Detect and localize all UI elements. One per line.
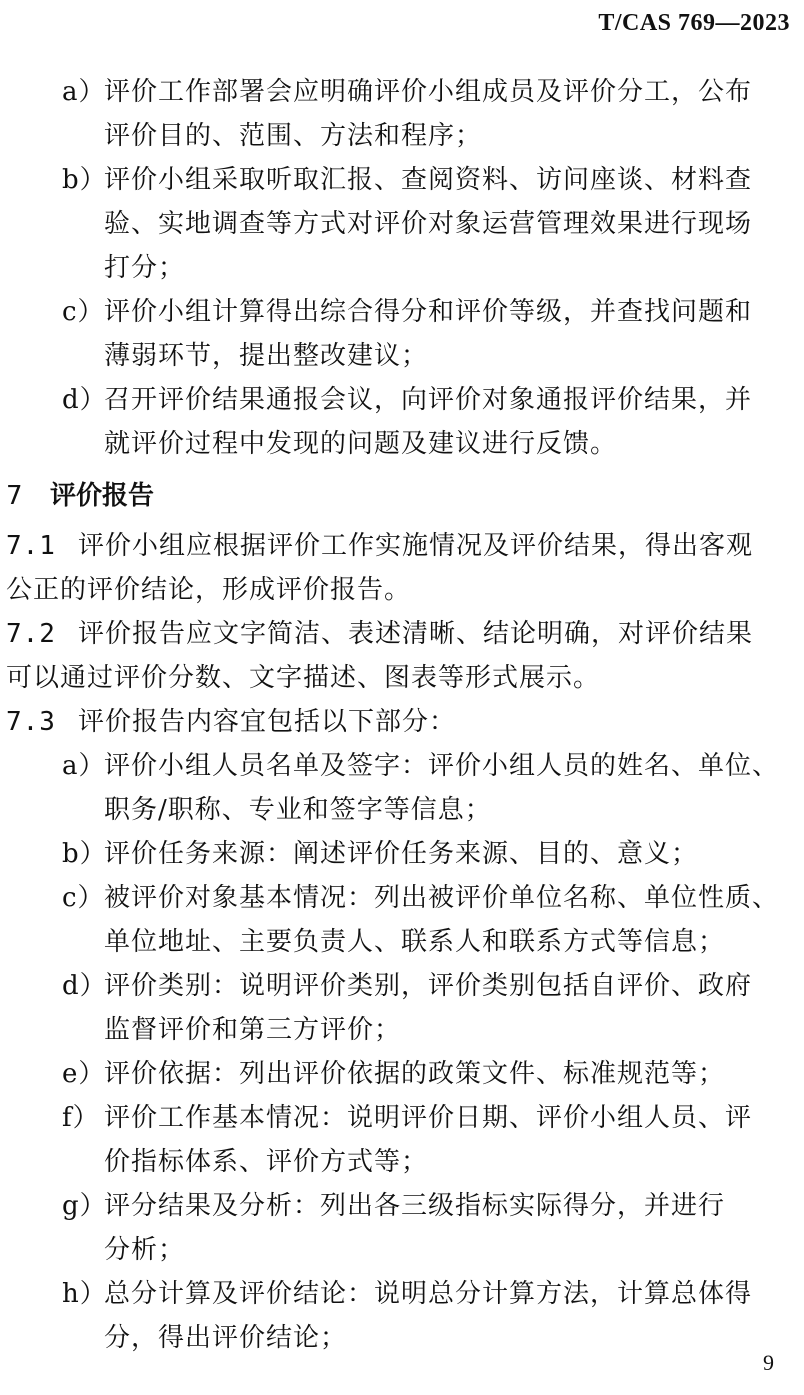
list-item-line [62, 876, 804, 920]
list-item-text: 评价工作部署会应明确评价小组成员及评价分工，公布 [104, 77, 753, 107]
list-item-text: 单位地址、主要负责人、联系人和联系方式等信息； [104, 927, 726, 957]
list-item-text: 评分结果及分析：列出各三级指标实际得分，并进行 [104, 1191, 726, 1221]
procedure-list [0, 70, 804, 466]
list-item-text: 被评价对象基本情况：列出被评价单位名称、单位性质、 [104, 883, 780, 913]
list-item-text: 评价目的、范围、方法和程序； [104, 121, 483, 151]
list-item-line [62, 1052, 804, 1096]
list-item-line [62, 1140, 804, 1184]
document-body [0, 70, 804, 1360]
list-marker: c） [62, 883, 105, 913]
paragraph-line [6, 700, 804, 744]
list-item [62, 70, 804, 158]
paragraph-text: 评价报告内容宜包括以下部分： [78, 707, 457, 737]
list-item [62, 378, 804, 466]
list-item-line [62, 378, 804, 422]
clause-paragraphs [0, 524, 804, 744]
section-number: 7 [6, 481, 23, 511]
list-item-line [62, 744, 804, 788]
list-item-line [62, 114, 804, 158]
paragraph-text: 评价报告应文字简洁、表述清晰、结论明确，对评价结果 [78, 619, 754, 649]
list-item-line [62, 1096, 804, 1140]
list-item-line [62, 1184, 804, 1228]
list-item-line [62, 70, 804, 114]
list-item-line [62, 246, 804, 290]
list-item [62, 964, 804, 1052]
clause-number: 7.2 [6, 619, 56, 649]
section-heading [6, 474, 804, 518]
list-item-line [62, 422, 804, 466]
list-item [62, 744, 804, 832]
list-item [62, 1096, 804, 1184]
list-item-line [62, 920, 804, 964]
list-item-text: 验、实地调查等方式对评价对象运营管理效果进行现场 [104, 209, 753, 239]
paragraph-line [6, 656, 804, 700]
paragraph-line [6, 612, 804, 656]
list-item [62, 1272, 804, 1360]
list-marker: d） [62, 971, 107, 1001]
list-marker: d） [62, 385, 107, 415]
list-item-text: 评价类别：说明评价类别，评价类别包括自评价、政府 [104, 971, 753, 1001]
list-item-text: 召开评价结果通报会议，向评价对象通报评价结果，并 [104, 385, 753, 415]
section-title: 评价报告 [50, 481, 155, 511]
list-item-line [62, 1316, 804, 1360]
list-marker: h） [62, 1279, 107, 1309]
list-item-text: 总分计算及评价结论：说明总分计算方法，计算总体得 [104, 1279, 753, 1309]
list-item-text: 价指标体系、评价方式等； [104, 1147, 429, 1177]
list-item-text: 分析； [104, 1235, 186, 1265]
list-marker: a） [62, 77, 106, 107]
list-item [62, 290, 804, 378]
document-code: T/CAS 769—2023 [598, 10, 790, 36]
list-item-text: 职务/职称、专业和签字等信息； [104, 795, 492, 825]
list-item [62, 158, 804, 290]
clause-number: 7.3 [6, 707, 56, 737]
clause-paragraph [6, 612, 804, 700]
list-item [62, 1184, 804, 1272]
list-item-line [62, 1228, 804, 1272]
list-marker: f） [62, 1103, 100, 1133]
list-item-line [62, 334, 804, 378]
list-item-text: 分，得出评价结论； [104, 1323, 348, 1353]
paragraph-text: 可以通过评价分数、文字描述、图表等形式展示。 [6, 663, 601, 693]
clause-number: 7.1 [6, 531, 56, 561]
list-marker: b） [62, 839, 107, 869]
paragraph-line [6, 568, 804, 612]
list-item-line [62, 202, 804, 246]
list-item-line [62, 964, 804, 1008]
page-number: 9 [763, 1350, 774, 1375]
list-item-text: 薄弱环节，提出整改建议； [104, 341, 429, 371]
list-item-text: 评价小组采取听取汇报、查阅资料、访问座谈、材料查 [104, 165, 753, 195]
clause-paragraph [6, 524, 804, 612]
list-item-text: 监督评价和第三方评价； [104, 1015, 402, 1045]
list-item-line [62, 1272, 804, 1316]
list-item-text: 评价工作基本情况：说明评价日期、评价小组人员、评 [104, 1103, 753, 1133]
list-item-text: 评价小组人员名单及签字：评价小组人员的姓名、单位、 [104, 751, 780, 781]
list-item-text: 评价依据：列出评价依据的政策文件、标准规范等； [104, 1059, 726, 1089]
list-item-line [62, 290, 804, 334]
list-item-text: 评价小组计算得出综合得分和评价等级，并查找问题和 [104, 297, 753, 327]
paragraph-line [6, 524, 804, 568]
list-item-line [62, 832, 804, 876]
list-marker: a） [62, 751, 106, 781]
paragraph-text: 公正的评价结论，形成评价报告。 [6, 575, 412, 605]
list-marker: c） [62, 297, 105, 327]
list-item-text: 评价任务来源：阐述评价任务来源、目的、意义； [104, 839, 699, 869]
report-content-list [0, 744, 804, 1360]
list-item [62, 876, 804, 964]
list-marker: b） [62, 165, 107, 195]
paragraph-text: 评价小组应根据评价工作实施情况及评价结果，得出客观 [78, 531, 754, 561]
clause-paragraph [6, 700, 804, 744]
list-item-line [62, 788, 804, 832]
list-item [62, 832, 804, 876]
list-marker: e） [62, 1059, 106, 1089]
list-item-text: 就评价过程中发现的问题及建议进行反馈。 [104, 429, 618, 459]
list-item-line [62, 158, 804, 202]
list-marker: g） [62, 1191, 107, 1221]
list-item-text: 打分； [104, 253, 186, 283]
list-item-line [62, 1008, 804, 1052]
list-item [62, 1052, 804, 1096]
